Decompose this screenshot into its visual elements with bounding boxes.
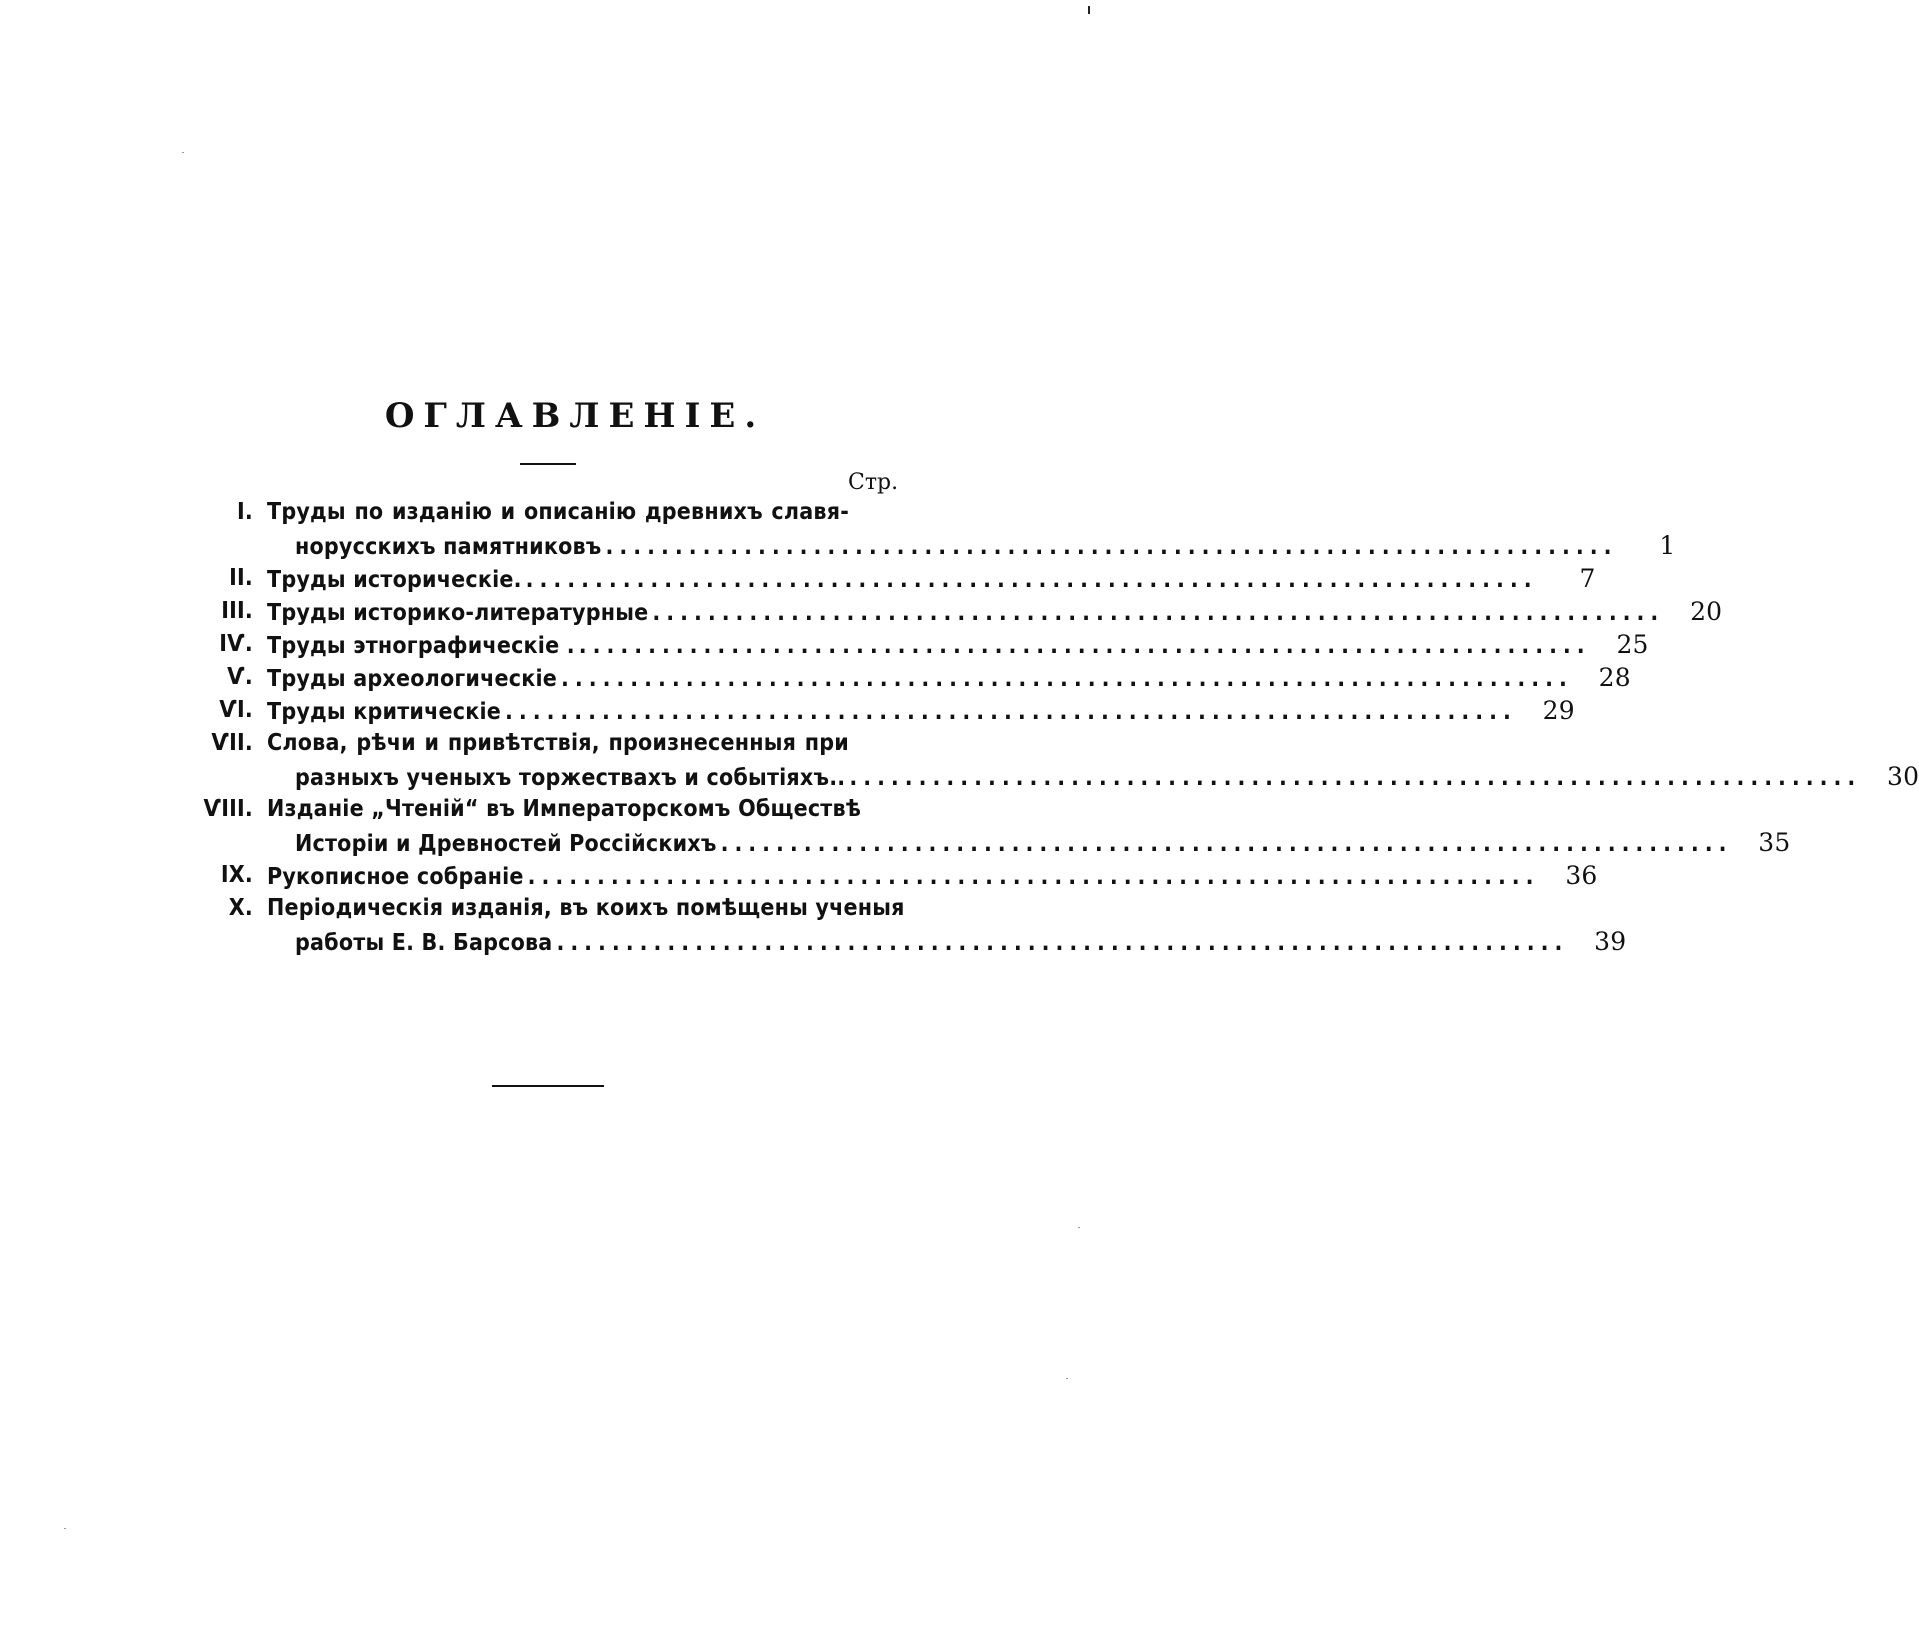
- dot-leader: .........................................................................: [527, 864, 1540, 890]
- toc-entry-line: [195, 760, 1919, 793]
- toc-leader-row: [295, 826, 1791, 861]
- toc-leader-row: [267, 595, 1723, 630]
- toc-entry-title: Труды по изданію и описанію древнихъ славя-: [267, 499, 849, 525]
- toc-entry-line: [195, 727, 895, 760]
- scan-edge-mark: [1088, 6, 1090, 14]
- toc-entry-page: 28: [1598, 663, 1631, 692]
- toc-entry-page: 7: [1579, 564, 1596, 593]
- scan-speck: [1066, 1378, 1068, 1379]
- toc-entry-title: Труды этнографическіе .: [267, 633, 575, 659]
- toc-entry-number: III.: [221, 598, 253, 624]
- dot-leader: .........................................................................: [605, 534, 1618, 560]
- toc-entry-page: 1: [1659, 531, 1676, 560]
- toc-entry-title: Рукописное собраніе: [267, 864, 524, 890]
- toc-entry-number: II.: [229, 565, 253, 591]
- toc-leader-row: [267, 628, 1649, 663]
- toc-entry-number: IX.: [220, 862, 253, 888]
- toc-leader-row: [295, 925, 1627, 960]
- dot-leader: .........................................................................: [849, 765, 1862, 791]
- toc-entry-number: ѴII.: [211, 730, 253, 756]
- toc-entry-number: X.: [228, 895, 253, 921]
- toc-entry-line: [195, 496, 895, 529]
- table-of-contents: [195, 496, 1919, 958]
- toc-entry-line: [195, 859, 1598, 892]
- dot-leader: .........................................................................: [652, 600, 1665, 626]
- toc-entry-page: 39: [1594, 927, 1627, 956]
- dot-leader: .........................................................................: [560, 666, 1573, 692]
- page-title: ОГЛАВЛЕНІЕ.: [384, 396, 766, 436]
- toc-leader-row: [267, 562, 1596, 597]
- scan-speck: [182, 152, 184, 153]
- toc-entry-number: ѴIII.: [203, 796, 253, 822]
- scan-speck: [64, 1528, 66, 1529]
- toc-entry-page: 29: [1542, 696, 1575, 725]
- dot-leader: .........................................................................: [720, 831, 1733, 857]
- toc-entry-title: Труды археологическіе: [267, 666, 557, 692]
- toc-entry-title-cont: Исторіи и Древностей Россійскихъ: [295, 831, 717, 857]
- toc-entry-line: [195, 892, 905, 925]
- toc-entry-line: [195, 628, 1649, 661]
- toc-entry-line: [195, 562, 1596, 595]
- toc-entry-title-cont: работы Е. В. Барсова: [295, 930, 553, 956]
- toc-entry-line: [195, 595, 1723, 628]
- toc-entry-line: [195, 661, 1631, 694]
- toc-entry-number: ѴI.: [219, 697, 253, 723]
- toc-entry-page: 25: [1616, 630, 1649, 659]
- toc-entry-title: Труды историческіе.: [267, 567, 522, 593]
- toc-entry-line: [195, 694, 1575, 727]
- toc-entry-page: 35: [1758, 828, 1791, 857]
- toc-entry-number: I.: [237, 499, 253, 525]
- toc-entry-page: 36: [1565, 861, 1598, 890]
- dot-leader: .........................................................................: [525, 567, 1538, 593]
- closing-rule: [492, 1085, 604, 1087]
- dot-leader: .........................................................................: [578, 633, 1591, 659]
- toc-entry-number: Ѵ.: [227, 664, 253, 690]
- toc-entry-title: Труды критическіе: [267, 699, 501, 725]
- toc-entry-title: Труды историко-литературные: [267, 600, 649, 626]
- toc-leader-row: [295, 529, 1676, 564]
- toc-entry-title-cont: разныхъ ученыхъ торжествахъ и событіяхъ..: [295, 765, 846, 791]
- toc-entry-title-cont: норусскихъ памятниковъ: [295, 534, 602, 560]
- toc-entry-line: [195, 925, 1627, 958]
- toc-entry-page: 30: [1887, 762, 1919, 791]
- toc-leader-row: [267, 694, 1575, 729]
- toc-leader-row: [267, 859, 1598, 894]
- scan-speck: [1078, 1227, 1080, 1228]
- dot-leader: .........................................................................: [504, 699, 1517, 725]
- toc-entry-number: IѴ.: [219, 631, 253, 657]
- toc-leader-row: [267, 661, 1631, 696]
- toc-entry-title: Періодическія изданія, въ коихъ помѣщены ученыя: [267, 895, 905, 921]
- title-rule: [520, 463, 576, 465]
- toc-entry-line: [195, 826, 1791, 859]
- toc-entry-line: [195, 529, 1676, 562]
- dot-leader: .........................................................................: [556, 930, 1569, 956]
- toc-entry-title: Изданіе „Чтеній“ въ Императорскомъ Обществѣ: [267, 796, 862, 822]
- toc-leader-row: [295, 760, 1919, 795]
- toc-entry-line: [195, 793, 895, 826]
- page-column-label: Стр.: [848, 470, 899, 495]
- toc-entry-page: 20: [1690, 597, 1723, 626]
- toc-entry-title: Слова, рѣчи и привѣтствія, произнесенныя при: [267, 730, 849, 756]
